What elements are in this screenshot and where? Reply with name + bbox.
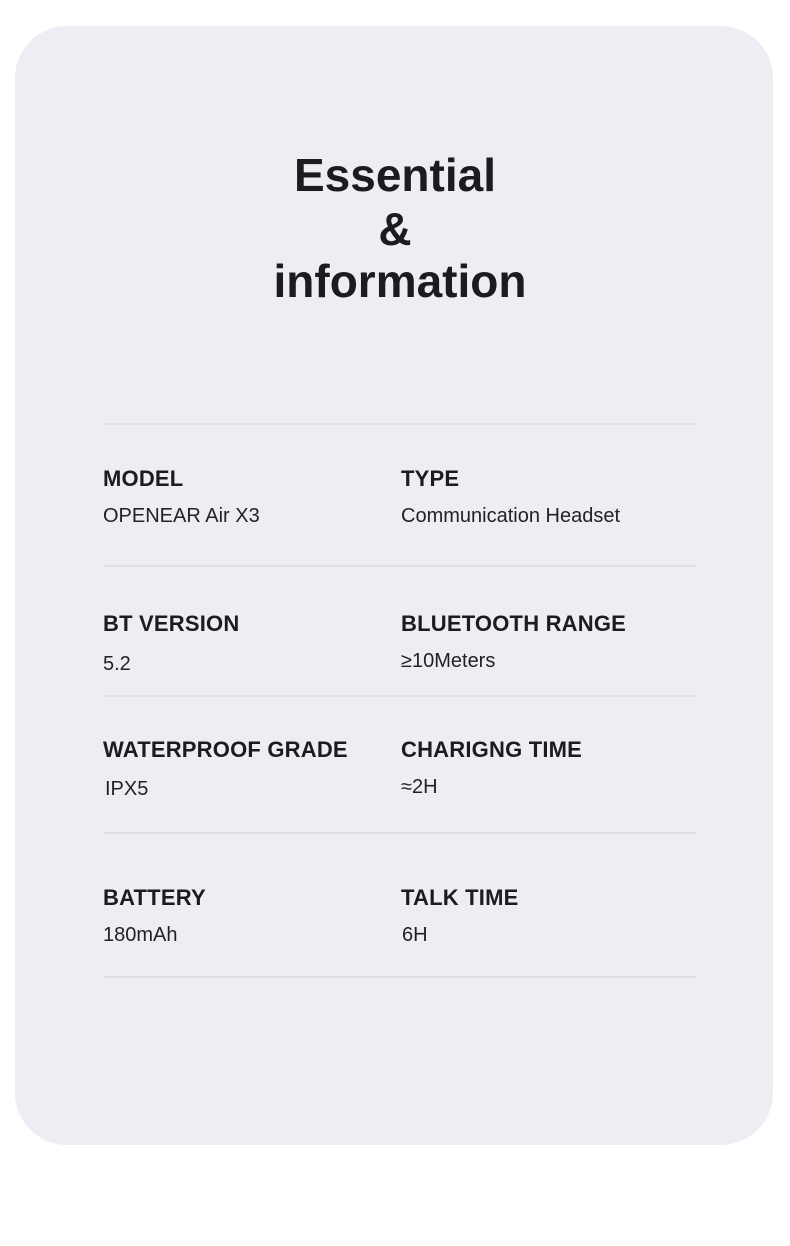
divider [104, 832, 696, 834]
spec-bluetooth-range [401, 611, 626, 673]
spec-talk-time [401, 885, 518, 947]
spec-value: Communication Headset [401, 505, 620, 527]
spec-value: OPENEAR Air X3 [103, 505, 260, 527]
spec-label: WATERPROOF GRADE [103, 737, 348, 762]
divider [104, 695, 696, 697]
spec-value: 6H [402, 924, 428, 946]
title-line-1: Essential [294, 149, 496, 201]
spec-label: MODEL [103, 466, 184, 491]
spec-charging-time [401, 737, 582, 799]
spec-value: ≈2H [401, 776, 438, 798]
spec-type [401, 466, 620, 528]
spec-value: 180mAh [103, 924, 178, 946]
divider [104, 565, 696, 567]
spec-waterproof-grade [103, 737, 348, 801]
spec-label: TYPE [401, 466, 460, 491]
spec-value: 5.2 [103, 653, 131, 675]
spec-label: TALK TIME [401, 885, 519, 910]
spec-label: CHARIGNG TIME [401, 737, 583, 762]
spec-value: IPX5 [105, 778, 149, 800]
spec-label: BLUETOOTH RANGE [401, 611, 627, 636]
title-line-3: information [273, 255, 527, 307]
spec-bt-version [103, 611, 239, 676]
spec-model [103, 466, 260, 528]
spec-label: BATTERY [103, 885, 206, 910]
spec-value: ≥10Meters [401, 650, 496, 672]
divider [104, 423, 696, 425]
spec-battery [103, 885, 206, 947]
spec-label: BT VERSION [103, 611, 240, 636]
divider [104, 976, 696, 978]
title-line-2: & [378, 203, 412, 255]
